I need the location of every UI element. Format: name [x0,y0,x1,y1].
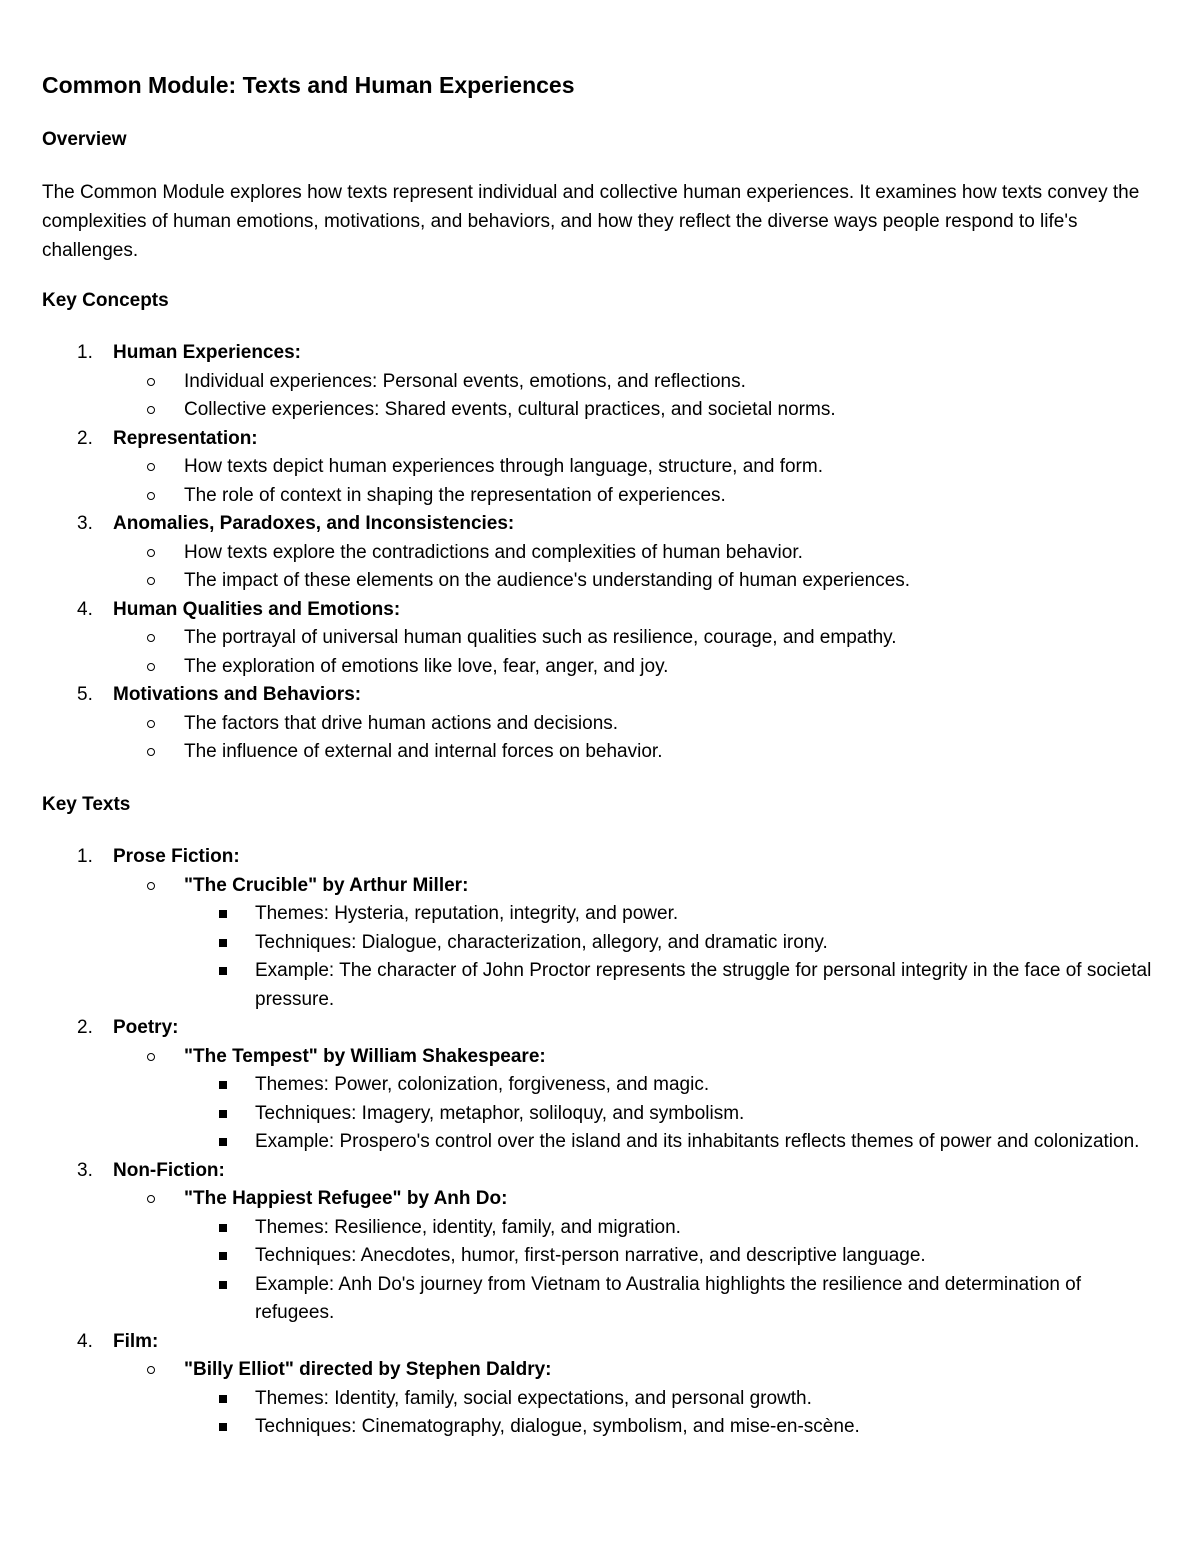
concept-label: Representation: [113,427,258,449]
key-texts-heading: Key Texts [42,794,131,815]
hollow-bullet-icon [147,577,155,585]
concept-number: 1. [77,342,93,363]
hollow-bullet-icon [147,720,155,728]
text-category: Poetry: [113,1017,179,1038]
concept-number: 5. [77,684,93,705]
concept-point: How texts depict human experiences through language, structure, and form. [0,453,1200,482]
hollow-bullet-icon [147,406,155,414]
text-category: Film: [113,1330,159,1352]
concept-point: Individual experiences: Personal events, emotions, and reflections. [0,368,1200,397]
overview-heading: Overview [42,129,127,150]
text-work-title: "The Crucible" by Arthur Miller: [184,874,469,896]
text-detail: Themes: Resilience, identity, family, and migration. [0,1214,1200,1243]
concept-item [0,596,1200,682]
square-bullet-icon [219,939,227,947]
hollow-bullet-icon [147,492,155,500]
concept-number: 4. [77,598,93,620]
text-category: Prose Fiction: [113,846,240,867]
square-bullet-icon [219,1423,227,1431]
concept-item [0,425,1200,511]
text-item [0,1157,1200,1328]
concept-point: The factors that drive human actions and decisions. [0,710,1200,739]
overview-paragraph: The Common Module explores how texts represent individual and collective human experiences. It examines how texts convey the complexities of human emotions, motivations, and behaviors, and how they reflect the diverse ways people respond to life's challenges. [42,182,1140,261]
concept-label: Human Qualities and Emotions: [113,598,401,620]
concept-label: Motivations and Behaviors: [113,684,362,705]
concept-label: Anomalies, Paradoxes, and Inconsistencies: [113,513,515,534]
hollow-bullet-icon [147,1053,155,1061]
text-item [0,843,1200,1014]
square-bullet-icon [219,910,227,918]
hollow-bullet-icon [147,463,155,471]
hollow-bullet-icon [147,1366,155,1374]
square-bullet-icon [219,1081,227,1089]
square-bullet-icon [219,967,227,975]
key-texts-list [0,843,1200,1442]
text-detail: Themes: Power, colonization, forgiveness, and magic. [0,1071,1200,1100]
key-concepts-heading: Key Concepts [42,290,169,311]
square-bullet-icon [219,1252,227,1260]
concept-item [0,339,1200,425]
square-bullet-icon [219,1395,227,1403]
concept-point: The influence of external and internal forces on behavior. [0,738,1200,767]
text-item [0,1014,1200,1157]
key-concepts-list [0,339,1200,767]
text-number: 3. [77,1159,93,1181]
text-detail: Example: Prospero's control over the island and its inhabitants reflects themes of power and colonization. [0,1128,1200,1157]
concept-point: The exploration of emotions like love, fear, anger, and joy. [0,653,1200,682]
text-work-title: "Billy Elliot" directed by Stephen Daldry: [184,1359,552,1380]
hollow-bullet-icon [147,1195,155,1203]
text-detail: Themes: Identity, family, social expectations, and personal growth. [0,1385,1200,1414]
text-number: 1. [77,846,93,867]
concept-point: The impact of these elements on the audience's understanding of human experiences. [0,567,1200,596]
hollow-bullet-icon [147,663,155,671]
text-category: Non-Fiction: [113,1159,225,1181]
text-number: 2. [77,1017,93,1038]
hollow-bullet-icon [147,549,155,557]
text-detail: Techniques: Cinematography, dialogue, symbolism, and mise-en-scène. [0,1413,1200,1442]
concept-point: How texts explore the contradictions and complexities of human behavior. [0,539,1200,568]
concept-point: Collective experiences: Shared events, cultural practices, and societal norms. [0,396,1200,425]
text-number: 4. [77,1330,93,1352]
hollow-bullet-icon [147,634,155,642]
text-detail: Themes: Hysteria, reputation, integrity, and power. [0,900,1200,929]
concept-item [0,681,1200,767]
concept-number: 2. [77,427,93,449]
text-work-title: "The Tempest" by William Shakespeare: [184,1045,546,1067]
hollow-bullet-icon [147,378,155,386]
square-bullet-icon [219,1110,227,1118]
concept-point: The portrayal of universal human qualities such as resilience, courage, and empathy. [0,624,1200,653]
concept-point: The role of context in shaping the representation of experiences. [0,482,1200,511]
text-item [0,1328,1200,1442]
square-bullet-icon [219,1281,227,1289]
text-detail: Techniques: Dialogue, characterization, allegory, and dramatic irony. [0,929,1200,958]
concept-number: 3. [77,513,93,534]
text-detail: Example: Anh Do's journey from Vietnam to Australia highlights the resilience and determination of refugees. [0,1271,1200,1328]
text-detail: Techniques: Anecdotes, humor, first-person narrative, and descriptive language. [0,1242,1200,1271]
hollow-bullet-icon [147,882,155,890]
hollow-bullet-icon [147,748,155,756]
square-bullet-icon [219,1138,227,1146]
text-work-title: "The Happiest Refugee" by Anh Do: [184,1188,508,1209]
text-detail: Techniques: Imagery, metaphor, soliloquy, and symbolism. [0,1100,1200,1129]
text-detail: Example: The character of John Proctor represents the struggle for personal integrity in the face of societal pressure. [0,957,1200,1014]
square-bullet-icon [219,1224,227,1232]
document-title: Common Module: Texts and Human Experiences [42,72,575,98]
concept-item [0,510,1200,596]
concept-label: Human Experiences: [113,342,301,363]
